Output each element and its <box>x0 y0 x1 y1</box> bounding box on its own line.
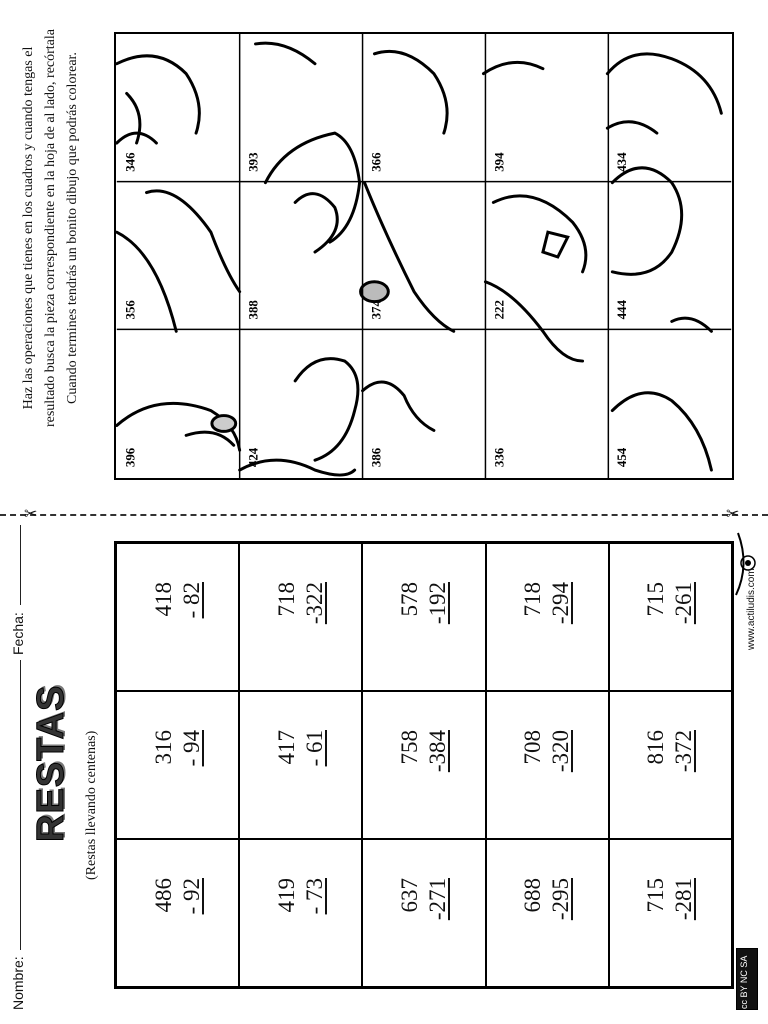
puzzle-piece-number: 434 <box>615 152 630 172</box>
subtraction-cell[interactable] <box>362 691 485 839</box>
puzzle-piece-number: 366 <box>369 152 384 172</box>
date-label: Fecha: <box>10 612 26 655</box>
minuend: 419 <box>273 878 299 913</box>
puzzle-piece-number: 356 <box>123 300 138 320</box>
minuend: 708 <box>520 730 546 765</box>
subtraction-operation <box>642 878 698 948</box>
subtraction-cell[interactable] <box>486 691 609 839</box>
minuend: 718 <box>520 582 546 617</box>
subtraction-cell[interactable] <box>609 543 732 691</box>
minuend: 316 <box>150 730 176 765</box>
minuend: 688 <box>520 878 546 913</box>
subtraction-cell[interactable] <box>239 691 362 839</box>
subtraction-cell[interactable] <box>116 543 239 691</box>
subtrahend: -372 <box>671 730 697 773</box>
puzzle-piece-number: 346 <box>123 152 138 172</box>
subtrahend: - 82 <box>178 582 204 619</box>
cut-line <box>0 514 768 516</box>
minuend: 758 <box>396 730 422 765</box>
page-title: RESTAS <box>30 684 72 842</box>
puzzle-piece-number: 424 <box>246 447 261 468</box>
puzzle-piece-number: 454 <box>615 447 630 468</box>
subtrahend: - 92 <box>178 878 204 915</box>
subtrahend: - 61 <box>301 730 327 767</box>
subtrahend: -322 <box>301 582 327 625</box>
subtraction-operation <box>150 730 206 800</box>
subtrahend: -320 <box>548 730 574 773</box>
subtrahend: - 94 <box>178 730 204 767</box>
subtrahend: -294 <box>548 582 574 625</box>
puzzle-piece-number: 374 <box>369 300 384 320</box>
subtrahend: -295 <box>548 878 574 921</box>
subtraction-operation <box>642 582 698 652</box>
subtraction-cell[interactable] <box>609 691 732 839</box>
page-subtitle: (Restas llevando centenas) <box>84 730 99 880</box>
instructions <box>18 28 84 428</box>
minuend: 417 <box>273 730 299 765</box>
subtrahend: -261 <box>671 582 697 625</box>
subtraction-cell[interactable] <box>116 691 239 839</box>
puzzle-piece-number: 386 <box>369 447 384 468</box>
subtraction-operation <box>150 582 206 652</box>
subtraction-cell[interactable] <box>486 839 609 987</box>
subtraction-grid <box>114 541 734 989</box>
puzzle-piece-number: 394 <box>492 152 507 172</box>
subtrahend: -281 <box>671 878 697 921</box>
puzzle-piece-number: 222 <box>492 300 507 320</box>
puzzle-piece-number: 388 <box>246 300 261 320</box>
scissors-icon: ✂ <box>726 506 740 523</box>
subtrahend: - 73 <box>301 878 327 915</box>
subtraction-cell[interactable] <box>239 543 362 691</box>
subtrahend: -192 <box>424 582 450 625</box>
minuend: 418 <box>150 582 176 617</box>
subtraction-operation <box>519 730 575 800</box>
subtraction-cell[interactable] <box>239 839 362 987</box>
puzzle-piece-number: 396 <box>123 447 138 468</box>
subtrahend: -384 <box>424 730 450 773</box>
subtraction-operation <box>150 878 206 948</box>
minuend: 715 <box>643 582 669 617</box>
license-badge <box>736 948 758 1010</box>
subtraction-operation <box>642 730 698 800</box>
minuend: 718 <box>273 582 299 617</box>
subtraction-cell[interactable] <box>486 543 609 691</box>
subtraction-cell[interactable] <box>362 543 485 691</box>
minuend: 578 <box>396 582 422 617</box>
subtraction-operation <box>396 582 452 652</box>
puzzle-piece-number: 444 <box>615 300 630 320</box>
name-label: Nombre: <box>10 956 26 1010</box>
scissors-icon: ✂ <box>24 506 38 523</box>
instructions-line-3: Cuando termines tendrás un bonito dibujo que podrás colorear. <box>65 52 80 404</box>
instructions-line-2: resultado busca la pieza correspondiente en la hoja de al lado, recórtala <box>43 28 58 428</box>
subtrahend: -271 <box>424 878 450 921</box>
subtraction-operation <box>396 730 452 800</box>
license-text: cc BY NC SA <box>739 955 749 1009</box>
subtraction-operation <box>273 582 329 652</box>
subtraction-operation <box>273 730 329 800</box>
instructions-line-1: Haz las operaciones que tienes en los cuadros y cuando tengas el <box>21 46 36 410</box>
subtraction-cell[interactable] <box>116 839 239 987</box>
subtraction-cell[interactable] <box>609 839 732 987</box>
minuend: 637 <box>396 878 422 913</box>
subtraction-operation <box>273 878 329 948</box>
puzzle-grid <box>114 32 734 480</box>
name-field-line[interactable] <box>20 660 21 950</box>
date-field-line[interactable] <box>20 525 21 605</box>
subtraction-operation <box>519 878 575 948</box>
minuend: 816 <box>643 730 669 765</box>
subtraction-operation <box>396 878 452 948</box>
subtraction-cell[interactable] <box>362 839 485 987</box>
puzzle-piece-number: 336 <box>492 447 507 468</box>
subtraction-operation <box>519 582 575 652</box>
puzzle-drawing <box>116 34 732 478</box>
minuend: 486 <box>150 878 176 913</box>
footer-url[interactable]: www.actiludis.com <box>746 568 757 650</box>
puzzle-piece-number: 393 <box>246 152 261 172</box>
minuend: 715 <box>643 878 669 913</box>
